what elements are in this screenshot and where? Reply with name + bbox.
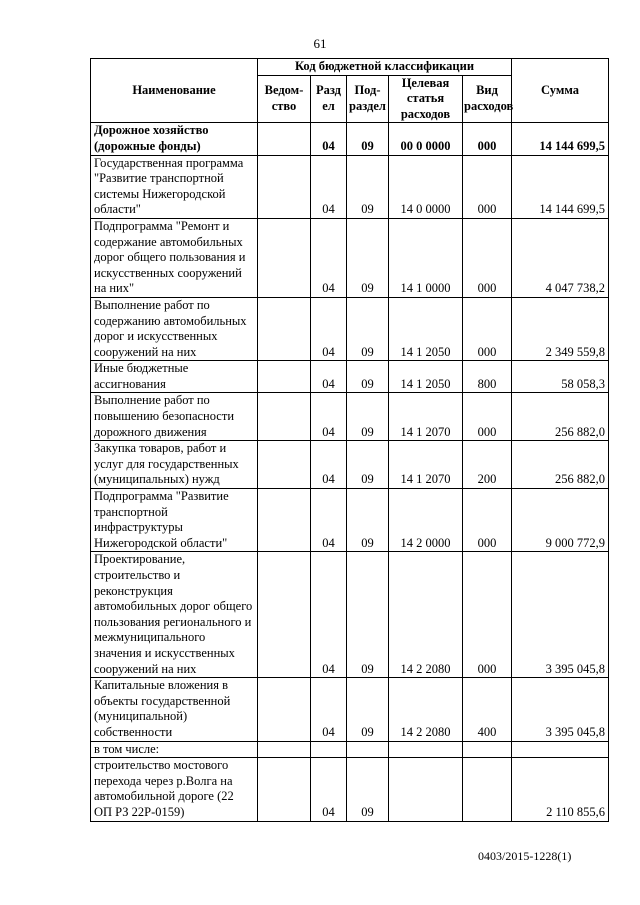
row-razdel: 04 <box>311 489 347 552</box>
table-row <box>91 441 609 489</box>
row-razdel: 04 <box>311 393 347 441</box>
row-vedomstvo <box>258 741 311 758</box>
header-vid: Вид расходов <box>463 75 512 123</box>
table-row <box>91 155 609 218</box>
row-name: в том числе: <box>91 741 258 758</box>
row-vid: 000 <box>463 297 512 360</box>
row-podrazdel: 09 <box>347 361 389 393</box>
table-row <box>91 741 609 758</box>
page-number: 61 <box>313 36 327 51</box>
table-row <box>91 123 609 155</box>
row-razdel: 04 <box>311 123 347 155</box>
row-name: Капитальные вложения в объекты государственной (муниципальной) собственности <box>91 678 258 741</box>
row-vid: 200 <box>463 441 512 489</box>
row-podrazdel <box>347 741 389 758</box>
row-summa: 2 349 559,8 <box>512 297 609 360</box>
row-vid: 000 <box>463 218 512 297</box>
row-summa: 9 000 772,9 <box>512 489 609 552</box>
table-row <box>91 297 609 360</box>
row-summa: 14 144 699,5 <box>512 123 609 155</box>
header-name: Наименование <box>91 59 258 123</box>
row-razdel: 04 <box>311 552 347 678</box>
row-vid: 800 <box>463 361 512 393</box>
header-kbk: Код бюджетной классификации <box>258 59 512 76</box>
row-vid <box>463 741 512 758</box>
row-vedomstvo <box>258 552 311 678</box>
row-summa: 256 882,0 <box>512 393 609 441</box>
row-vid: 000 <box>463 155 512 218</box>
header-podrazdel: Под-раздел <box>347 75 389 123</box>
header-vedomstvo: Ведом-ство <box>258 75 311 123</box>
table-row <box>91 361 609 393</box>
row-razdel: 04 <box>311 218 347 297</box>
row-podrazdel: 09 <box>347 758 389 821</box>
row-podrazdel: 09 <box>347 393 389 441</box>
row-cel <box>389 758 463 821</box>
row-podrazdel: 09 <box>347 441 389 489</box>
row-summa: 14 144 699,5 <box>512 155 609 218</box>
row-name: Подпрограмма "Развитие транспортной инфраструктуры Нижегородской области" <box>91 489 258 552</box>
row-vedomstvo <box>258 123 311 155</box>
row-podrazdel: 09 <box>347 218 389 297</box>
row-vedomstvo <box>258 297 311 360</box>
header-summa: Сумма <box>512 59 609 123</box>
row-cel: 14 1 2050 <box>389 361 463 393</box>
row-podrazdel: 09 <box>347 155 389 218</box>
row-cel: 14 2 2080 <box>389 678 463 741</box>
row-vid <box>463 758 512 821</box>
header-razdel: Разд ел <box>311 75 347 123</box>
row-cel: 14 1 0000 <box>389 218 463 297</box>
row-cel: 14 2 0000 <box>389 489 463 552</box>
header-cel: Целевая статья расходов <box>389 75 463 123</box>
row-cel <box>389 741 463 758</box>
row-podrazdel: 09 <box>347 678 389 741</box>
table-body <box>91 123 609 821</box>
row-razdel: 04 <box>311 758 347 821</box>
row-summa: 2 110 855,6 <box>512 758 609 821</box>
row-name: Выполнение работ по содержанию автомобильных дорог и искусственных сооружений на них <box>91 297 258 360</box>
document-code: 0403/2015-1228(1) <box>478 849 572 863</box>
row-summa: 4 047 738,2 <box>512 218 609 297</box>
row-name: Проектирование, строительство и реконструкция автомобильных дорог общего пользования регионального и межмуниципального значения и искусственных сооружений на них <box>91 552 258 678</box>
table-row <box>91 758 609 821</box>
row-name: строительство мостового перехода через р.Волга на автомобильной дороге (22 ОП РЗ 22Р-0159) <box>91 758 258 821</box>
row-vedomstvo <box>258 393 311 441</box>
row-razdel: 04 <box>311 361 347 393</box>
row-vedomstvo <box>258 155 311 218</box>
row-vedomstvo <box>258 441 311 489</box>
row-summa <box>512 741 609 758</box>
row-razdel: 04 <box>311 155 347 218</box>
row-vid: 000 <box>463 489 512 552</box>
row-vedomstvo <box>258 218 311 297</box>
row-razdel <box>311 741 347 758</box>
row-podrazdel: 09 <box>347 552 389 678</box>
row-vedomstvo <box>258 758 311 821</box>
row-name: Выполнение работ по повышению безопасности дорожного движения <box>91 393 258 441</box>
row-summa: 3 395 045,8 <box>512 552 609 678</box>
row-vid: 000 <box>463 552 512 678</box>
row-vedomstvo <box>258 489 311 552</box>
row-summa: 256 882,0 <box>512 441 609 489</box>
row-razdel: 04 <box>311 441 347 489</box>
row-name: Государственная программа "Развитие транспортной системы Нижегородской области" <box>91 155 258 218</box>
row-name: Дорожное хозяйство (дорожные фонды) <box>91 123 258 155</box>
row-summa: 3 395 045,8 <box>512 678 609 741</box>
row-name: Иные бюджетные ассигнования <box>91 361 258 393</box>
row-cel: 14 1 2070 <box>389 441 463 489</box>
row-vedomstvo <box>258 678 311 741</box>
table-row <box>91 552 609 678</box>
row-vid: 000 <box>463 393 512 441</box>
row-podrazdel: 09 <box>347 123 389 155</box>
row-podrazdel: 09 <box>347 489 389 552</box>
row-cel: 14 2 2080 <box>389 552 463 678</box>
row-razdel: 04 <box>311 297 347 360</box>
row-summa: 58 058,3 <box>512 361 609 393</box>
table-row <box>91 218 609 297</box>
row-vid: 000 <box>463 123 512 155</box>
row-cel: 14 1 2050 <box>389 297 463 360</box>
table-row <box>91 678 609 741</box>
row-vid: 400 <box>463 678 512 741</box>
row-podrazdel: 09 <box>347 297 389 360</box>
table-row <box>91 393 609 441</box>
row-vedomstvo <box>258 361 311 393</box>
budget-table <box>90 58 609 822</box>
row-cel: 00 0 0000 <box>389 123 463 155</box>
row-cel: 14 0 0000 <box>389 155 463 218</box>
table-row <box>91 489 609 552</box>
row-name: Подпрограмма "Ремонт и содержание автомобильных дорог общего пользования и искусственных сооружений на них" <box>91 218 258 297</box>
row-cel: 14 1 2070 <box>389 393 463 441</box>
row-razdel: 04 <box>311 678 347 741</box>
row-name: Закупка товаров, работ и услуг для государственных (муниципальных) нужд <box>91 441 258 489</box>
